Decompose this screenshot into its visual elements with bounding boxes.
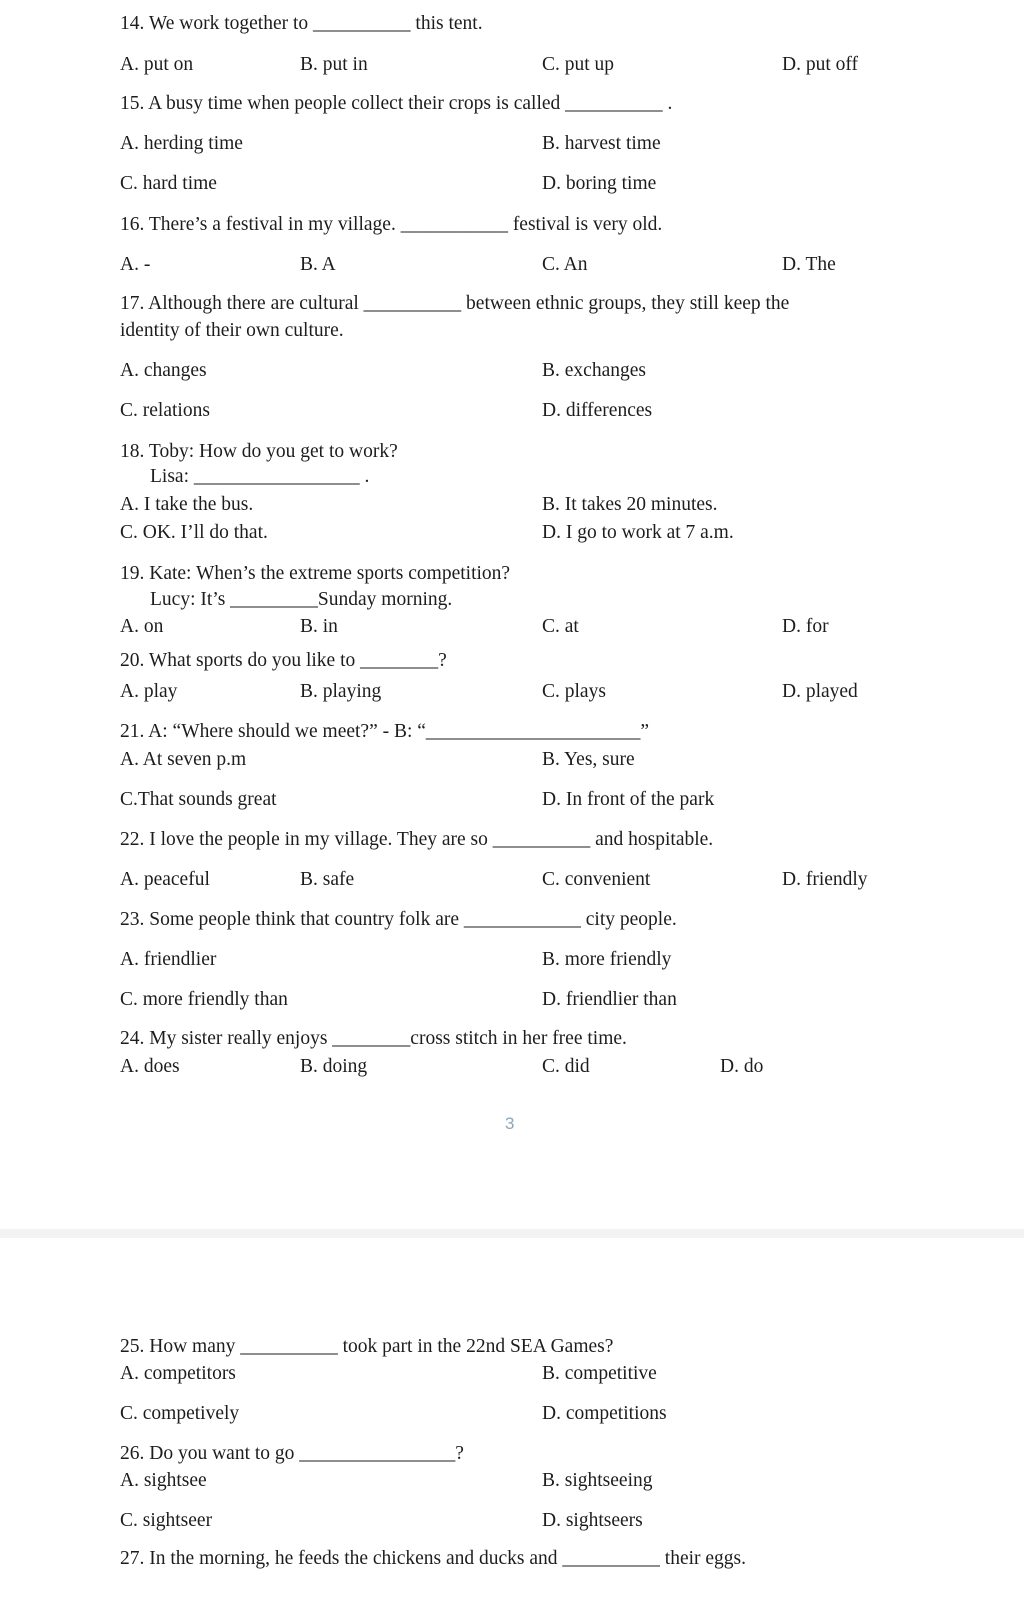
question-26-option-b: B. sightseeing [542,1470,653,1491]
question-17-option-d: D. differences [542,400,653,421]
question-18-text-line2: Lisa: _________________ . [150,466,370,487]
question-25-text: 25. How many __________ took part in the 22nd SEA Games? [120,1336,614,1357]
page-separator [0,1229,1024,1238]
question-23-option-d: D. friendlier than [542,989,677,1010]
question-24-option-a: A. does [120,1056,180,1077]
question-23-text: 23. Some people think that country folk are ____________ city people. [120,909,677,930]
question-22-option-d: D. friendly [782,869,868,890]
question-18-option-a: A. I take the bus. [120,494,254,515]
question-19-option-c: C. at [542,616,579,637]
question-17-text: 17. Although there are cultural __________ between ethnic groups, they still keep the [120,293,790,314]
question-18-option-d: D. I go to work at 7 a.m. [542,522,734,543]
question-21-option-b: B. Yes, sure [542,749,635,770]
question-24-option-b: B. doing [300,1056,368,1077]
question-17-option-a: A. changes [120,360,207,381]
question-26-option-c: C. sightseer [120,1510,213,1531]
question-20-option-b: B. playing [300,681,382,702]
question-22-option-a: A. peaceful [120,869,210,890]
question-21-option-d: D. In front of the park [542,789,715,810]
question-27-text: 27. In the morning, he feeds the chickens and ducks and __________ their eggs. [120,1548,747,1569]
question-19-text-line2: Lucy: It’s _________Sunday morning. [150,589,453,610]
question-14-option-d: D. put off [782,54,859,75]
question-21-option-c: C.That sounds great [120,789,277,810]
question-16-text: 16. There’s a festival in my village. ___________ festival is very old. [120,214,663,235]
question-19-option-b: B. in [300,616,338,637]
question-26-text: 26. Do you want to go ________________? [120,1443,464,1464]
question-25-option-d: D. competitions [542,1403,667,1424]
question-16-option-c: C. An [542,254,588,275]
question-23-option-a: A. friendlier [120,949,217,970]
question-16-option-b: B. A [300,254,336,275]
question-15-option-d: D. boring time [542,173,657,194]
question-22-text: 22. I love the people in my village. They are so __________ and hospitable. [120,829,714,850]
question-20-option-c: C. plays [542,681,606,702]
question-24-option-d: D. do [720,1056,764,1077]
question-24-text: 24. My sister really enjoys ________cross stitch in her free time. [120,1028,627,1049]
question-18-option-b: B. It takes 20 minutes. [542,494,718,515]
question-19-text: 19. Kate: When’s the extreme sports competition? [120,563,511,584]
question-21-option-a: A. At seven p.m [120,749,247,770]
question-18-option-c: C. OK. I’ll do that. [120,522,268,543]
question-26-option-d: D. sightseers [542,1510,643,1531]
question-22-option-c: C. convenient [542,869,651,890]
question-20-option-d: D. played [782,681,858,702]
question-21-text: 21. A: “Where should we meet?” - B: “______________________” [120,721,650,742]
question-26-option-a: A. sightsee [120,1470,207,1491]
question-18-text: 18. Toby: How do you get to work? [120,441,398,462]
question-23-option-b: B. more friendly [542,949,672,970]
question-19-option-d: D. for [782,616,829,637]
question-15-text: 15. A busy time when people collect their crops is called __________ . [120,93,673,114]
question-25-option-b: B. competitive [542,1363,657,1384]
question-14-option-c: C. put up [542,54,615,75]
question-25-option-a: A. competitors [120,1363,236,1384]
question-15-option-a: A. herding time [120,133,243,154]
question-15-option-c: C. hard time [120,173,217,194]
question-20-option-a: A. play [120,681,178,702]
question-17-text-line2: identity of their own culture. [120,320,344,341]
question-22-option-b: B. safe [300,869,355,890]
question-19-option-a: A. on [120,616,164,637]
question-25-option-c: C. competively [120,1403,240,1424]
question-17-option-c: C. relations [120,400,210,421]
question-24-option-c: C. did [542,1056,590,1077]
question-17-option-b: B. exchanges [542,360,646,381]
question-20-text: 20. What sports do you like to ________? [120,650,447,671]
question-15-option-b: B. harvest time [542,133,661,154]
question-23-option-c: C. more friendly than [120,989,288,1010]
question-14-text: 14. We work together to __________ this tent. [120,13,483,34]
page-number: 3 [505,1114,515,1133]
question-16-option-a: A. - [120,254,151,275]
question-14-option-b: B. put in [300,54,368,75]
question-16-option-d: D. The [782,254,836,275]
question-14-option-a: A. put on [120,54,194,75]
